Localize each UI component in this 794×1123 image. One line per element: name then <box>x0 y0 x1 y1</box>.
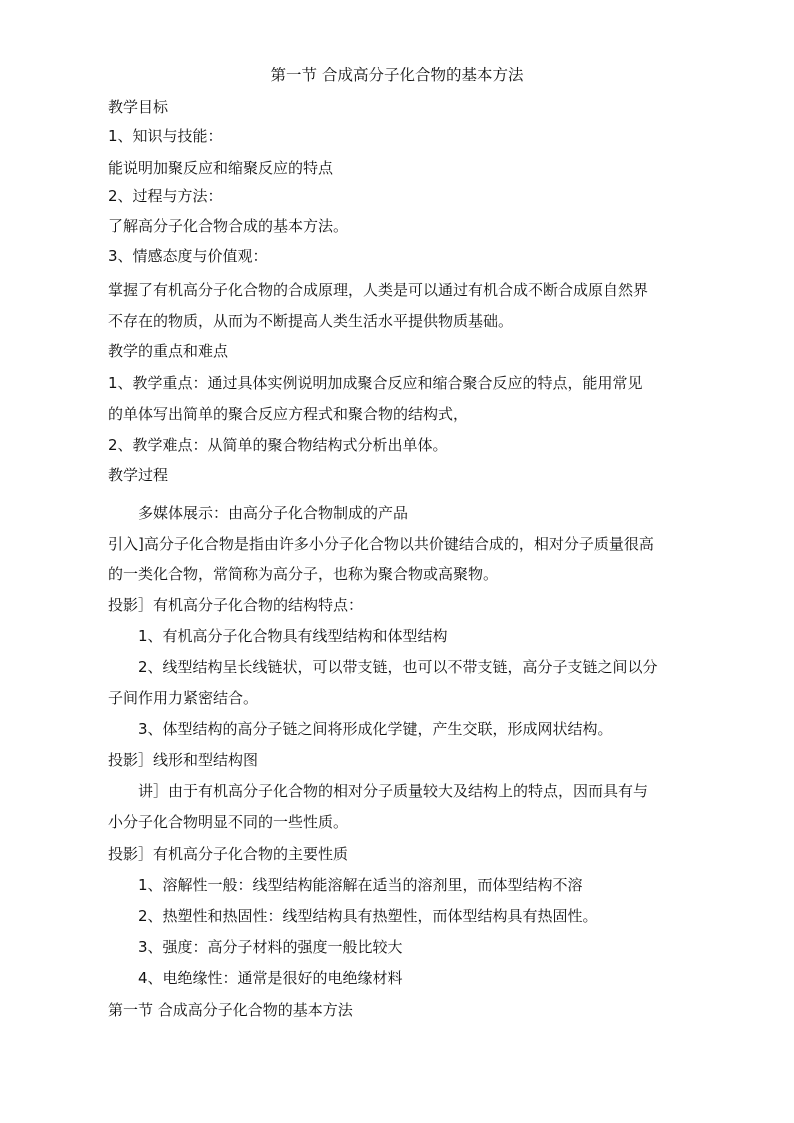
text-line: 1、溶解性一般：线型结构能溶解在适当的溶剂里，而体型结构不溶 <box>138 876 583 894</box>
text-line: 的单体写出简单的聚合反应方程式和聚合物的结构式， <box>108 405 469 423</box>
text-line: 投影］有机高分子化合物的主要性质 <box>108 845 349 863</box>
text-line: 投影］有机高分子化合物的结构特点： <box>108 596 364 614</box>
page-title: 第一节 合成高分子化合物的基本方法 <box>270 66 524 84</box>
text-line: 引入]高分子化合物是指由许多小分子化合物以共价键结合成的，相对分子质量很高 <box>108 535 654 553</box>
text-line: 3、情感态度与价值观： <box>108 247 268 265</box>
text-line: 2、过程与方法： <box>108 187 223 205</box>
text-line: 1、教学重点：通过具体实例说明加成聚合反应和缩合聚合反应的特点，能用常见 <box>108 374 643 392</box>
text-line: 投影］线形和型结构图 <box>108 751 259 769</box>
text-line: 的一类化合物，常简称为高分子，也称为聚合物或高聚物。 <box>108 565 499 583</box>
text-line: 3、强度：高分子材料的强度一般比较大 <box>138 938 403 956</box>
text-line: 2、教学难点：从简单的聚合物结构式分析出单体。 <box>108 436 448 454</box>
text-line: 4、电绝缘性：通常是很好的电绝缘材料 <box>138 969 403 987</box>
text-line: 多媒体展示：由高分子化合物制成的产品 <box>138 504 409 522</box>
text-line: 小分子化合物明显不同的一些性质。 <box>108 813 349 831</box>
text-line: 3、体型结构的高分子链之间将形成化学键，产生交联，形成网状结构。 <box>138 720 613 738</box>
text-line: 子间作用力紧密结合。 <box>108 689 259 707</box>
text-line: 1、有机高分子化合物具有线型结构和体型结构 <box>138 627 448 645</box>
text-line: 1、知识与技能： <box>108 127 223 145</box>
text-line: 不存在的物质，从而为不断提高人类生活水平提供物质基础。 <box>108 312 514 330</box>
text-line: 掌握了有机高分子化合物的合成原理，人类是可以通过有机合成不断合成原自然界 <box>108 281 649 299</box>
text-line: 2、热塑性和热固性：线型结构具有热塑性，而体型结构具有热固性。 <box>138 907 598 925</box>
heading-teaching-goals: 教学目标 <box>108 98 169 116</box>
heading-teaching-process: 教学过程 <box>108 466 169 484</box>
text-line: 2、线型结构呈长线链状，可以带支链，也可以不带支链，高分子支链之间以分 <box>138 658 658 676</box>
section-heading: 第一节 合成高分子化合物的基本方法 <box>108 1001 353 1019</box>
text-line: 讲］由于有机高分子化合物的相对分子质量较大及结构上的特点，因而具有与 <box>138 782 649 800</box>
heading-key-points: 教学的重点和难点 <box>108 342 229 360</box>
text-line: 了解高分子化合物合成的基本方法。 <box>108 217 349 235</box>
text-line: 能说明加聚反应和缩聚反应的特点 <box>108 159 334 177</box>
